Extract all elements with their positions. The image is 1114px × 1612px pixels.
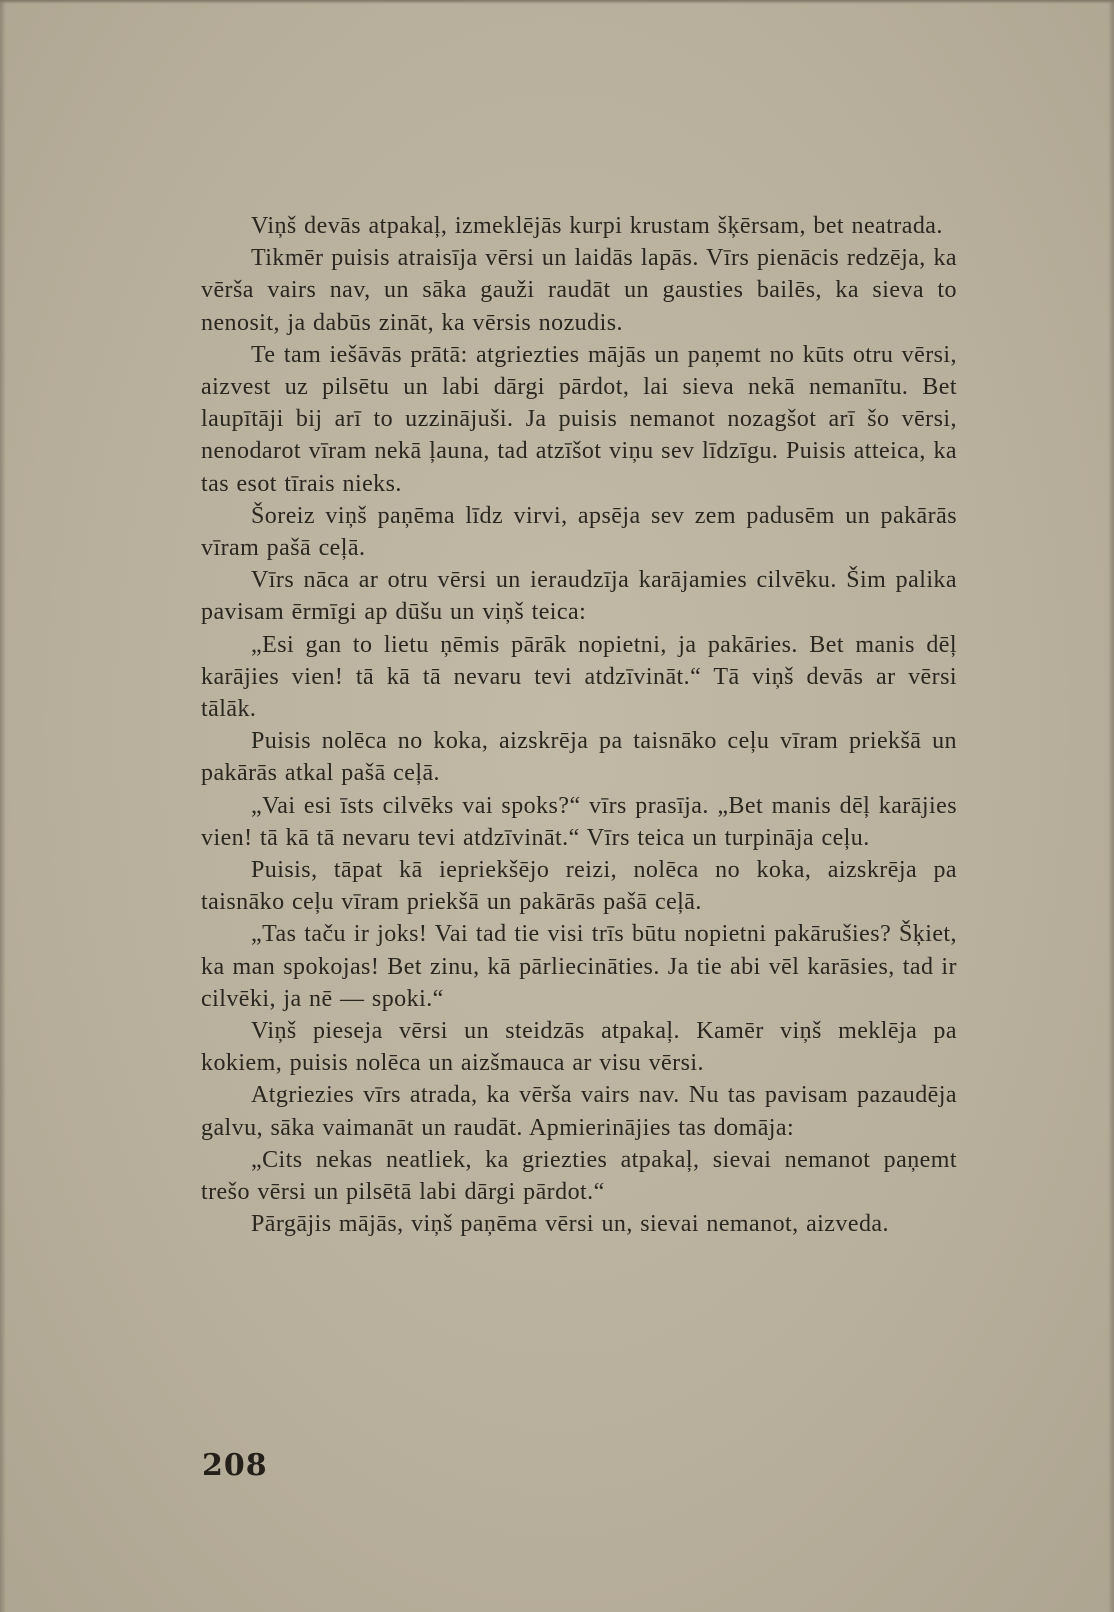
- paragraph: „Vai esi īsts cilvēks vai spoks?“ vīrs prasīja. „Bet manis dēļ karājies vien! tā kā tā nevaru tevi atdzīvināt.“ Vīrs teica un turpināja ceļu.: [201, 792, 957, 851]
- paragraph: Viņš pieseja vērsi un steidzās atpakaļ. Kamēr viņš meklēja pa kokiem, puisis nolēca un aizšmauca ar visu vērsi.: [201, 1018, 957, 1077]
- paragraph: Viņš devās atpakaļ, izmeklējās kurpi krustam šķērsam, bet neatrada.: [251, 213, 943, 239]
- paragraph: Šoreiz viņš paņēma līdz virvi, apsēja sev zem padusēm un pakārās vīram pašā ceļā.: [201, 502, 957, 562]
- paragraph: Pārgājis mājās, viņš paņēma vērsi un, sievai nemanot, aizveda.: [251, 1211, 889, 1238]
- paragraph: „Tas taču ir joks! Vai tad tie visi trīs būtu nopietni pakārušies? Šķiet, ka man spokojas! Bet zinu, kā pārliecināties. Ja tie abi vēl karāsies, tad ir cilvēki, ja nē — spoki.“: [201, 921, 957, 1012]
- paragraph: Vīrs nāca ar otru vērsi un ieraudzīja karājamies cilvēku. Šim palika pavisam ērmīgi ap dūšu un viņš teica:: [201, 567, 957, 626]
- paragraph: Puisis nolēca no koka, aizskrēja pa taisnāko ceļu vīram priekšā un pakārās atkal pašā ceļā.: [201, 728, 957, 787]
- page-edge-right: [1108, 0, 1114, 1612]
- paragraph: „Cits nekas neatliek, ka griezties atpakaļ, sievai nemanot paņemt trešo vērsi un pilsētā labi dārgi pārdot.“: [201, 1146, 957, 1206]
- paragraph: Te tam iešāvās prātā: atgriezties mājās un paņemt no kūts otru vērsi, aizvest uz pilsētu un labi dārgi pārdot, lai sieva nekā nemanītu. Bet laupītāji bij arī to uzzinājuši. Ja puisis nemanot nozagšot arī šo vērsi, nenodarot vīram nekā ļauna, tad atzīšot viņu sev līdzīgu. Puisis atteica, ka tas esot tīrais nieks.: [201, 341, 957, 497]
- paragraph: „Esi gan to lietu ņēmis pārāk nopietni, ja pakāries. Bet manis dēļ karājies vien! tā kā tā nevaru tevi atdzīvināt.“ Tā viņš devās ar vērsi tālāk.: [201, 631, 957, 723]
- paragraph: Puisis, tāpat kā iepriekšējo reizi, nolēca no koka, aizskrēja pa taisnāko ceļu vīram priekšā un pakārās pašā ceļā.: [201, 857, 957, 916]
- body-text: [201, 210, 957, 1241]
- page-edge-top: [0, 0, 1114, 4]
- page-number: 208: [202, 1448, 268, 1483]
- paragraph: Tikmēr puisis atraisīja vērsi un laidās lapās. Vīrs pienācis redzēja, ka vērša vairs nav, un sāka gauži raudāt un gausties bailēs, ka sieva to nenosit, ja dabūs zināt, ka vērsis nozudis.: [201, 245, 957, 336]
- page-edge-left: [0, 0, 6, 1612]
- paragraph: Atgriezies vīrs atrada, ka vērša vairs nav. Nu tas pavisam pazaudēja galvu, sāka vaimanāt un raudāt. Apmierinājies tas domāja:: [201, 1082, 957, 1141]
